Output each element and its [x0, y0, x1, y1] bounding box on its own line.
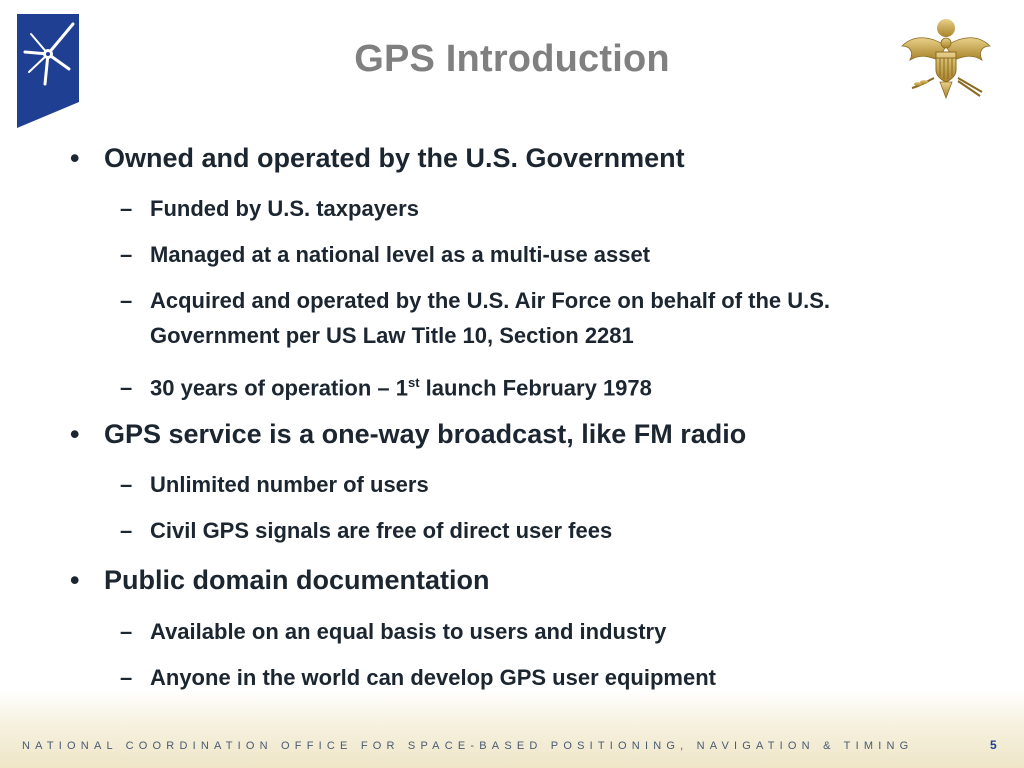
sub-text-pre: 30 years of operation – 1 — [150, 375, 408, 401]
sub-item — [120, 513, 612, 548]
slide-title: GPS Introduction — [354, 38, 670, 80]
sub-text: Available on an equal basis to users and industry — [150, 619, 667, 644]
dash-glyph: – — [120, 242, 133, 267]
sub-item — [120, 467, 429, 502]
dash-glyph: – — [120, 518, 133, 543]
bullet-glyph: • — [70, 419, 80, 449]
sub-item — [120, 365, 652, 405]
sub-item — [120, 237, 650, 272]
sub-item — [120, 614, 666, 649]
sub-text: Civil GPS signals are free of direct user fees — [150, 518, 613, 543]
bullet-glyph: • — [70, 143, 80, 173]
sub-text: Unlimited number of users — [150, 472, 429, 497]
dash-glyph: – — [120, 472, 133, 497]
sub-text: Managed at a national level as a multi-use asset — [150, 242, 651, 267]
dash-glyph: – — [120, 665, 133, 690]
dash-glyph: – — [120, 196, 133, 221]
sub-item — [120, 283, 830, 353]
sub-text-superscript: st — [408, 375, 420, 390]
dash-glyph: – — [120, 375, 133, 401]
sub-text-line2: Government per US Law Title 10, Section 2281 — [150, 323, 634, 348]
dash-glyph: – — [120, 288, 133, 313]
sub-text-post: launch February 1978 — [419, 375, 652, 401]
bullet-item — [70, 143, 685, 174]
bullet-item — [70, 419, 746, 450]
sub-item — [120, 191, 419, 226]
dash-glyph: – — [120, 619, 133, 644]
bullet-item — [70, 565, 490, 596]
bullet-text: GPS service is a one-way broadcast, like FM radio — [104, 419, 747, 449]
sub-text: Funded by U.S. taxpayers — [150, 196, 419, 221]
bullet-text: Owned and operated by the U.S. Government — [104, 143, 685, 173]
page-number: 5 — [990, 738, 997, 752]
footer-band — [0, 690, 1024, 768]
sub-text-line1: Acquired and operated by the U.S. Air Force on behalf of the U.S. — [150, 288, 831, 313]
bullet-text: Public domain documentation — [104, 565, 490, 595]
sub-text: Anyone in the world can develop GPS user equipment — [150, 665, 716, 690]
bullet-glyph: • — [70, 565, 80, 595]
footer-organization: NATIONAL COORDINATION OFFICE FOR SPACE-BASED POSITIONING, NAVIGATION & TIMING — [22, 740, 914, 752]
